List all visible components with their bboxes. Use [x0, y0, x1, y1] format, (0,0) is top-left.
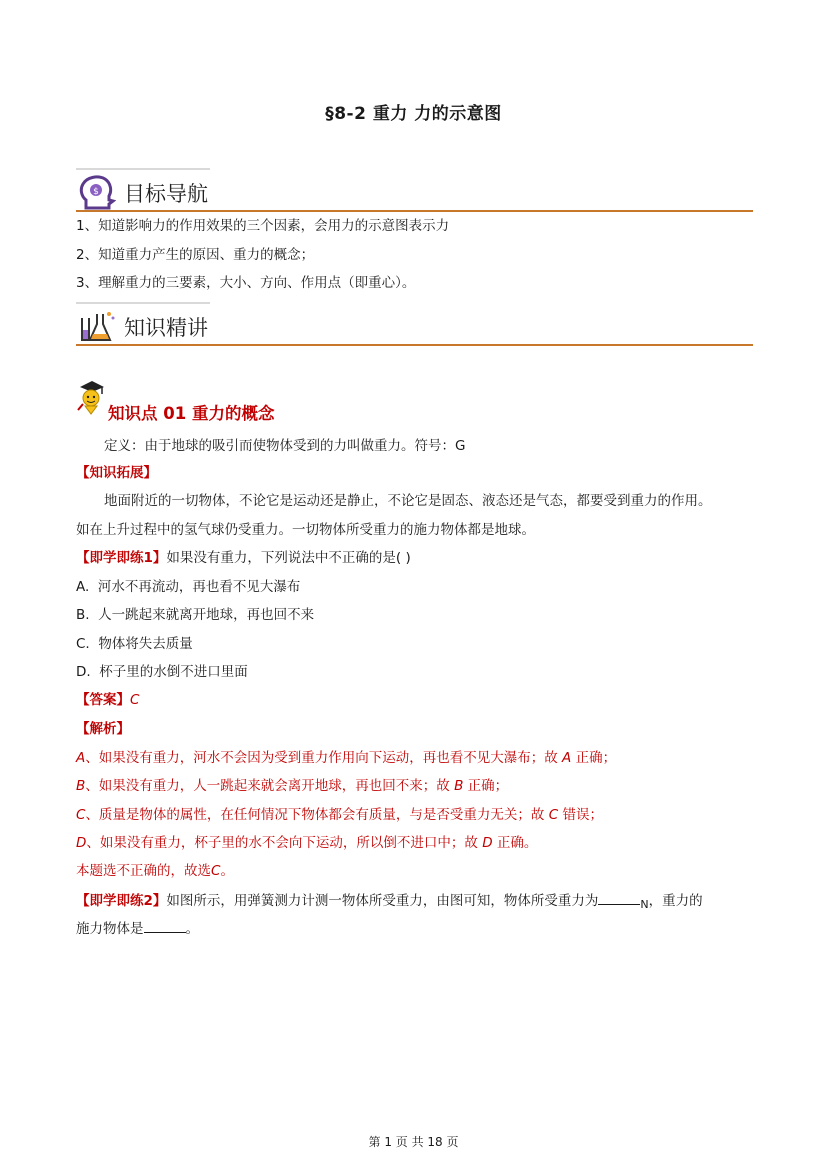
- section-rule: [76, 210, 753, 212]
- expand-paragraph: 如在上升过程中的氢气球仍受重力。一切物体所受重力的施力物体都是地球。: [76, 522, 535, 538]
- expand-paragraph: 地面附近的一切物体，不论它是运动还是静止，不论它是固态、液态还是气态，都要受到重力的作用。: [104, 493, 712, 509]
- question-text: 。: [185, 921, 199, 937]
- exercise-tag: 【即学即练2】: [76, 893, 167, 909]
- analysis-text: 、质量是物体的属性，在任何情况下物体都会有质量，与是否受重力无关；故: [85, 807, 545, 823]
- answer-blank[interactable]: [144, 918, 186, 933]
- analysis-text: 错误；: [558, 807, 603, 823]
- answer-paren: ( ): [395, 550, 411, 566]
- goal-item: 2、知道重力产生的原因、重力的概念；: [76, 247, 315, 263]
- option-text: 人一跳起来就离开地球，再也回不来: [98, 607, 315, 623]
- exercise-2-line2: [76, 918, 199, 939]
- answer-label: 【答案】: [76, 692, 130, 708]
- option-letter: D.: [76, 664, 91, 680]
- option-ref: C: [211, 863, 221, 879]
- page-title: §8-2 重力 力的示意图: [325, 104, 502, 124]
- option-ref: D: [76, 835, 87, 851]
- section-label: 目标导航: [124, 182, 208, 206]
- option-text: 杯子里的水倒不进口里面: [99, 664, 248, 680]
- conclusion-text: 本题选不正确的，故选: [76, 863, 211, 879]
- option-ref: C: [76, 807, 86, 823]
- option-d: [76, 662, 248, 682]
- option-c: [76, 634, 193, 654]
- expand-label: 【知识拓展】: [76, 465, 157, 481]
- option-ref: A: [562, 750, 572, 766]
- conclusion-text: 。: [220, 863, 234, 879]
- goal-item: 1、知道影响力的作用效果的三个因素，会用力的示意图表示力: [76, 218, 450, 234]
- exercise-1-question: [76, 548, 411, 568]
- answer-value: C: [130, 692, 140, 708]
- header-top-line: [76, 302, 210, 304]
- question-text: 如图所示，用弹簧测力计测一物体所受重力，由图可知，物体所受重力为: [166, 893, 599, 909]
- question-text: 如果没有重力，下列说法中不正确的是: [166, 550, 396, 566]
- section-label: 知识精讲: [124, 316, 208, 340]
- conclusion-line: [76, 861, 234, 881]
- option-ref: B: [76, 778, 86, 794]
- svg-text:$: $: [93, 187, 99, 197]
- analysis-text: 正确。: [492, 835, 538, 851]
- option-ref: A: [76, 750, 86, 766]
- knowledge-point-title: 知识点 01 重力的概念: [108, 404, 275, 423]
- header-top-line: [76, 168, 210, 170]
- definition-text: 定义：由于地球的吸引而使物体受到的力叫做重力。符号：G: [104, 438, 466, 454]
- question-text: 施力物体是: [76, 921, 144, 937]
- graduate-mascot-icon: [76, 380, 106, 416]
- option-text: 物体将失去质量: [98, 636, 193, 652]
- exercise-tag: 【即学即练1】: [76, 550, 167, 566]
- analysis-text: 、如果没有重力，河水不会因为受到重力作用向下运动，再也看不见大瀑布；故: [85, 750, 558, 766]
- head-brain-icon: [78, 174, 116, 212]
- section-header-goals: [76, 168, 753, 212]
- analysis-text: 、如果没有重力，杯子里的水不会向下运动，所以倒不进口中；故: [86, 835, 478, 851]
- answer-line: [76, 690, 139, 710]
- option-ref: C: [548, 807, 559, 823]
- option-letter: C.: [76, 636, 90, 652]
- unit-label: N: [640, 898, 649, 911]
- option-ref: B: [454, 778, 464, 794]
- knowledge-point-heading: [76, 380, 376, 423]
- option-b: [76, 605, 314, 625]
- analysis-line: [76, 805, 603, 825]
- option-letter: A.: [76, 579, 90, 595]
- option-letter: B.: [76, 607, 90, 623]
- analysis-text: 正确；: [571, 750, 617, 766]
- option-ref: D: [482, 835, 493, 851]
- goal-item: 3、理解重力的三要素，大小、方向、作用点（即重心）。: [76, 275, 416, 291]
- section-rule: [76, 344, 753, 346]
- analysis-label: 【解析】: [76, 721, 130, 737]
- answer-blank[interactable]: [598, 890, 640, 905]
- analysis-text: 正确；: [463, 778, 509, 794]
- option-a: [76, 577, 300, 597]
- section-header-knowledge: [76, 302, 753, 346]
- question-text: ，重力的: [648, 893, 703, 909]
- option-text: 河水不再流动，再也看不见大瀑布: [97, 579, 301, 595]
- analysis-text: 、如果没有重力，人一跳起来就会离开地球，再也回不来；故: [85, 778, 450, 794]
- analysis-line: [76, 776, 508, 796]
- analysis-line: [76, 748, 616, 768]
- lab-flask-icon: [78, 308, 116, 346]
- page-footer: 第 1 页 共 18 页: [368, 1135, 459, 1149]
- exercise-2-question: [76, 890, 703, 915]
- analysis-line: [76, 833, 537, 853]
